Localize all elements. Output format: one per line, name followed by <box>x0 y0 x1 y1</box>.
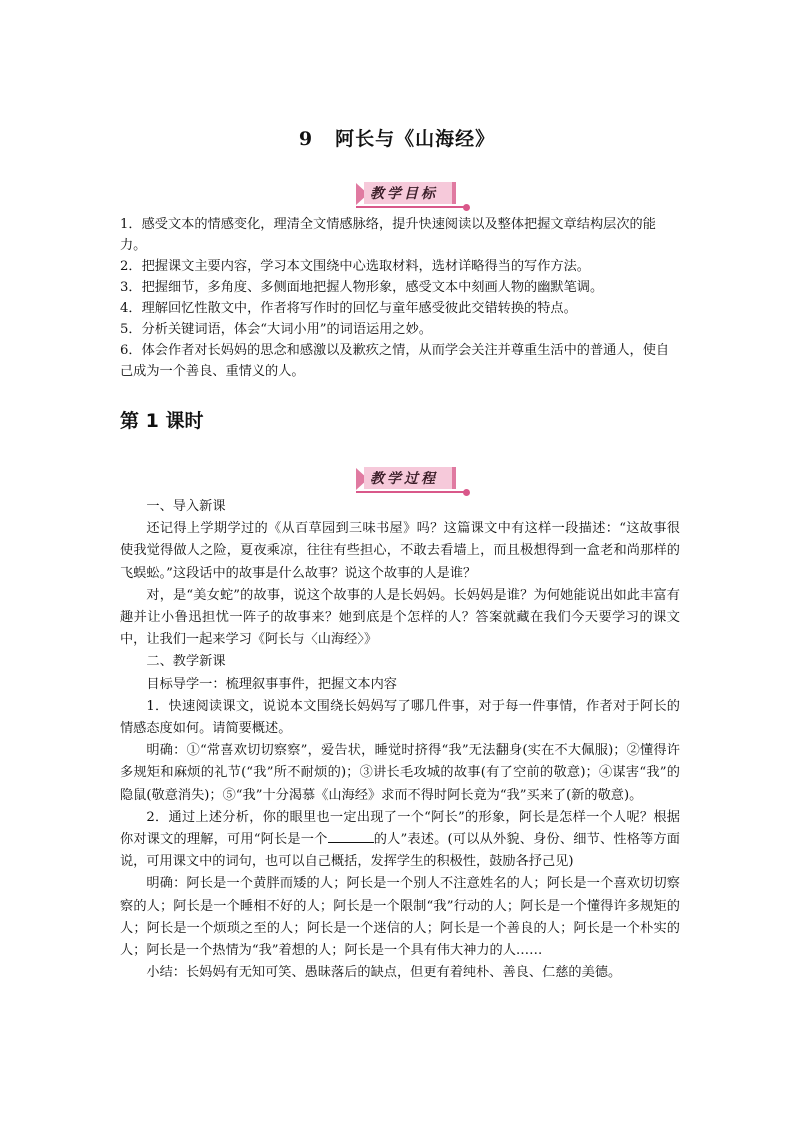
goals-section-label: 教学目标 <box>370 186 438 202</box>
lesson-heading: 第 1 课时 <box>120 410 204 432</box>
paragraph: 小结：长妈妈有无知可笑、愚昧落后的缺点，但更有着纯朴、善良、仁慈的美德。 <box>146 965 622 981</box>
goals-section-banner <box>356 180 466 208</box>
goal-item: 6．体会作者对长妈妈的思念和感激以及歉疚之情，从而学会关注并尊重生活中的普通人，使自己成为一个善良、重情义的人。 <box>120 343 670 379</box>
paragraph: 目标导学一：梳理叙事事件，把握文本内容 <box>146 676 397 692</box>
goal-item: 1．感受文本的情感变化，理清全文情感脉络，提升快速阅读以及整体把握文章结构层次的能力。 <box>120 217 656 253</box>
chapter-title: 阿长与《山海经》 <box>335 128 496 150</box>
process-section-label: 教学过程 <box>370 471 438 487</box>
goal-item: 5．分析关键词语，体会“大词小用”的词语运用之妙。 <box>120 322 432 337</box>
paragraph <box>120 807 680 874</box>
paragraph: 1．快速阅读课文，说说本文围绕长妈妈写了哪几件事，对于每一件事情，作者对于阿长的情感态度如何。请简要概述。 <box>120 698 680 737</box>
teaching-process-body <box>120 496 680 984</box>
paragraph: 还记得上学期学过的《从百草园到三味书屋》吗？这篇课文中有这样一段描述：“这故事很使我觉得做人之险，夏夜乘凉，往往有些担心，不敢去看墙上，而且极想得到一盒老和尚那样的飞蜈蚣。”这段话中的故事是什么故事？说这个故事的人是谁？ <box>120 521 680 581</box>
chapter-number: 9 <box>298 128 314 150</box>
page-title <box>0 124 794 151</box>
goal-item: 3．把握细节，多角度、多侧面地把握人物形象，感受文本中刻画人物的幽默笔调。 <box>120 280 604 295</box>
teaching-goals-list <box>120 214 680 382</box>
goal-item: 2．把握课文主要内容，学习本文围绕中心选取材料，选材详略得当的写作方法。 <box>120 259 590 274</box>
paragraph-part: 的人”表述。(可以从外貌、身份、细节、性格等方面说，可用课文中的词句，也可以自己概括，发挥学生的积极性，鼓励各抒己见) <box>120 832 680 870</box>
paragraph: 对，是“美女蛇”的故事，说这个故事的人是长妈妈。长妈妈是谁？为何她能说出如此丰富有趣并让小鲁迅担忧一阵子的故事来？她到底是个怎样的人？答案就藏在我们今天要学习的课文中，让我们一起来学习《阿长与〈山海经〉》 <box>120 587 680 648</box>
banner-dot-decoration <box>463 204 470 211</box>
goal-item: 4．理解回忆性散文中，作者将写作时的回忆与童年感受彼此交错转换的特点。 <box>120 301 577 316</box>
paragraph: 一、导入新课 <box>146 499 226 514</box>
process-section-banner <box>356 465 466 493</box>
paragraph-part: 2．通过上述分析，你的眼里也一定出现了一个“阿长”的形象，阿长是怎样一个人呢？根据你对课文的理解，可用“阿长是一个 <box>120 809 680 848</box>
paragraph: 二、教学新课 <box>146 654 226 670</box>
banner-dot-decoration <box>463 489 470 496</box>
paragraph: 明确：阿长是一个黄胖而矮的人；阿长是一个别人不注意姓名的人；阿长是一个喜欢切切察察的人；阿长是一个睡相不好的人；阿长是一个限制“我”行动的人；阿长是一个懂得许多规矩的人；阿长是一个烦琐之至的人；阿长是一个迷信的人；阿长是一个善良的人；阿长是一个朴实的人；阿长是一个热情为“我”着想的人；阿长是一个具有伟大神力的人…… <box>120 876 680 959</box>
fill-in-blank <box>328 830 374 843</box>
paragraph: 明确：①“常喜欢切切察察”，爱告状，睡觉时挤得“我”无法翻身(实在不大佩服)；②懂得许多规矩和麻烦的礼节(“我”所不耐烦的)；③讲长毛攻城的故事(有了空前的敬意)；④谋害“我”的隐鼠(敬意消失)；⑤“我”十分渴慕《山海经》求而不得时阿长竟为“我”买来了(新的敬意)。 <box>120 743 680 803</box>
